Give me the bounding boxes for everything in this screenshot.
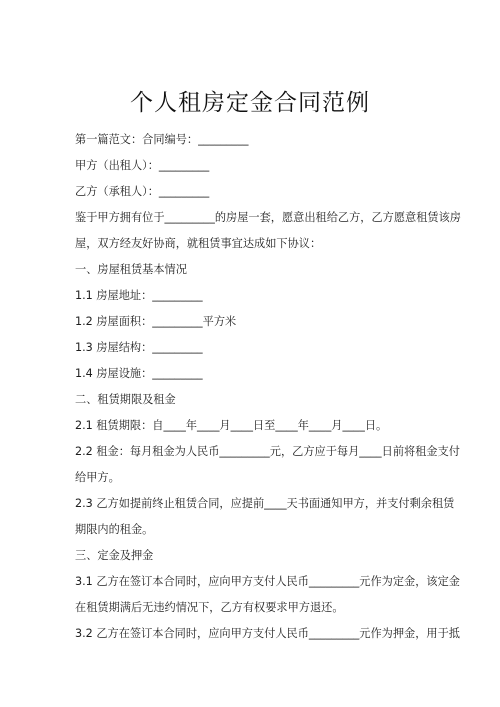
clause-2-3-line-1: 2.3 乙方如提前终止租赁合同，应提前____天书面通知甲方，并支付剩余租赁 (75, 497, 455, 510)
section-heading-2: 二、租赁期限及租金 (75, 393, 176, 406)
clause-2-2-line-1: 2.2 租金：每月租金为人民币_________元，乙方应于每月____日前将租金支付 (75, 445, 460, 458)
clause-1-2: 1.2 房屋面积：_________平方米 (75, 315, 237, 328)
party-b-line: 乙方（承租人）：_________ (75, 185, 210, 198)
clause-2-1: 2.1 租赁期限：自____年____月____日至____年____月____日。 (75, 419, 388, 432)
preamble-line-2: 屋，双方经友好协商，就租赁事宜达成如下协议： (75, 237, 322, 250)
clause-1-4: 1.4 房屋设施：_________ (75, 367, 203, 380)
preamble-line-1: 鉴于甲方拥有位于_________的房屋一套，愿意出租给乙方，乙方愿意租赁该房 (75, 211, 461, 224)
clause-3-1-line-1: 3.1 乙方在签订本合同时，应向甲方支付人民币_________元作为定金，该定金 (75, 575, 460, 588)
document-body (75, 127, 461, 647)
contract-number-line: 第一篇范文：合同编号：_________ (75, 133, 249, 146)
clause-2-2-line-2: 给甲方。 (75, 471, 120, 484)
clause-3-1-line-2: 在租赁期满后无违约情况下，乙方有权要求甲方退还。 (75, 601, 344, 614)
party-a-line: 甲方（出租人）：_________ (75, 159, 210, 172)
clause-3-2-line-1: 3.2 乙方在签订本合同时，应向甲方支付人民币_________元作为押金，用于抵 (75, 627, 460, 640)
clause-1-3: 1.3 房屋结构：_________ (75, 341, 203, 354)
document-title: 个人租房定金合同范例 (130, 90, 370, 116)
section-heading-3: 三、定金及押金 (75, 549, 154, 562)
clause-1-1: 1.1 房屋地址：_________ (75, 289, 203, 302)
clause-2-3-line-2: 期限内的租金。 (75, 523, 154, 536)
section-heading-1: 一、房屋租赁基本情况 (75, 263, 187, 276)
